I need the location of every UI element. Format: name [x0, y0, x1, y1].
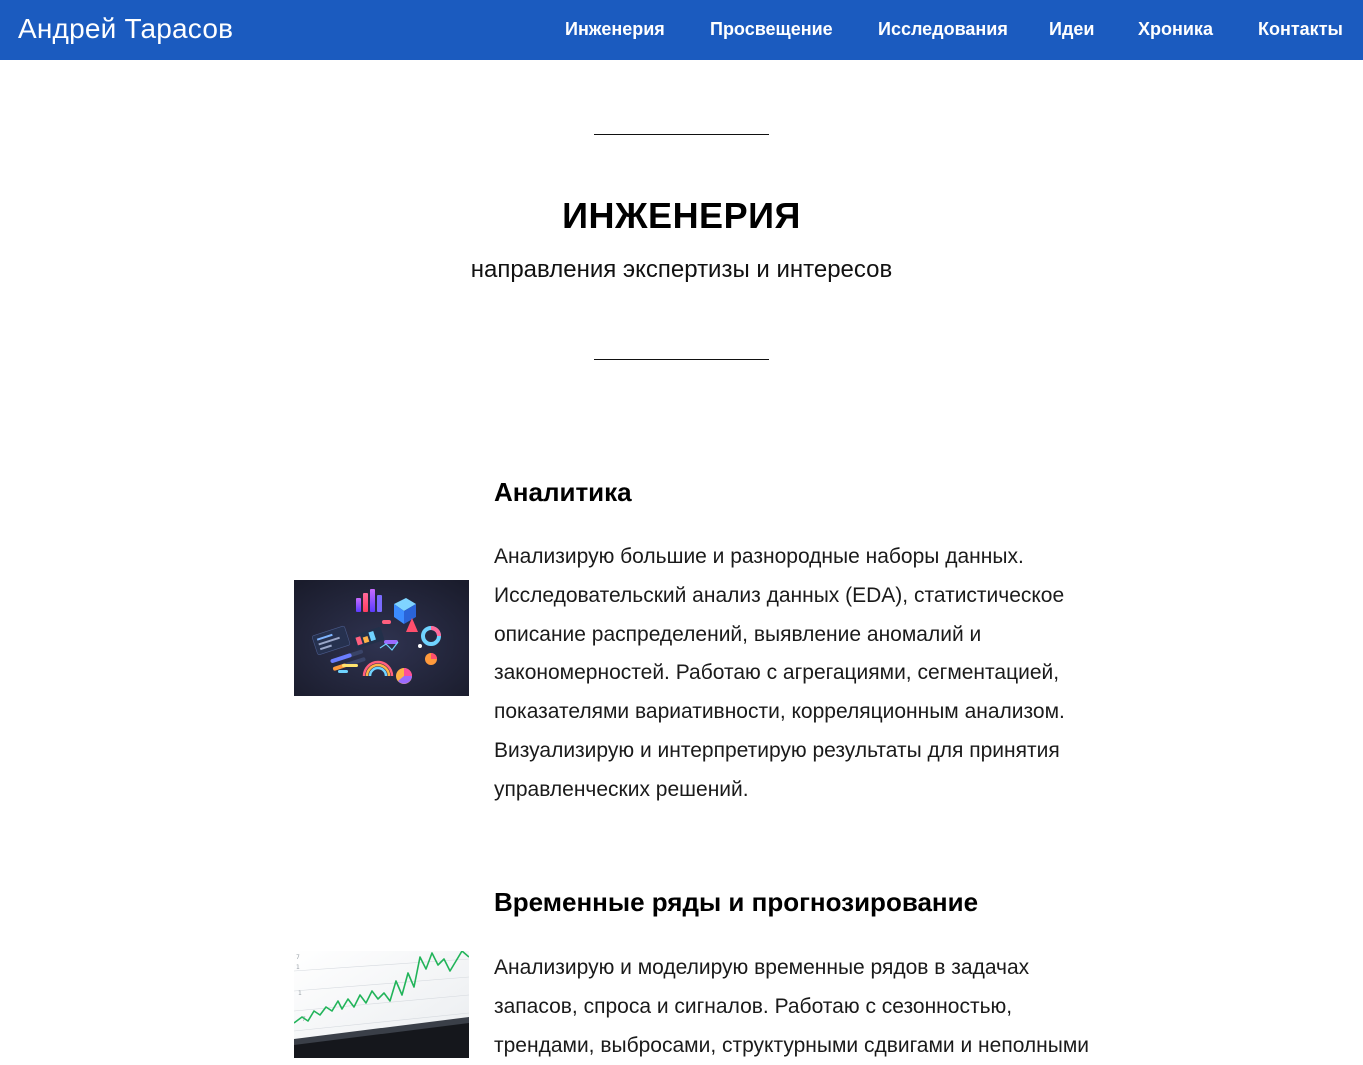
- text-line: трендами, выбросами, структурными сдвигами и неполными: [494, 1033, 1090, 1057]
- text-line: Исследовательский анализ данных (EDA), статистическое: [494, 583, 1065, 607]
- svg-text:7: 7: [302, 1016, 306, 1023]
- page-title: ИНЖЕНЕРИЯ: [562, 195, 801, 236]
- section-text-time-series: [494, 949, 1134, 1065]
- top-navigation-bar: [0, 0, 1363, 60]
- section-text-analytics: [494, 538, 1134, 810]
- text-line: Визуализирую и интерпретирую результаты для принятия: [494, 738, 1060, 762]
- nav-link-ideas[interactable]: Идеи: [1049, 19, 1095, 39]
- text-line: запасов, спроса и сигналов. Работаю с сезонностью,: [494, 994, 1013, 1018]
- text-line: показателями вариативности, корреляционным анализом.: [494, 700, 1065, 724]
- svg-text:1: 1: [296, 964, 300, 971]
- nav-link-research[interactable]: Исследования: [878, 19, 1008, 39]
- nav-link-education[interactable]: Просвещение: [710, 19, 833, 39]
- main-nav: [0, 17, 1363, 41]
- nav-link-contacts[interactable]: Контакты: [1258, 19, 1343, 39]
- section-title-time-series: Временные ряды и прогнозирование: [494, 887, 979, 917]
- svg-text:7: 7: [296, 954, 300, 961]
- nav-link-engineering[interactable]: Инженерия: [565, 19, 665, 39]
- text-line: закономерностей. Работаю с агрегациями, сегментацией,: [494, 661, 1060, 685]
- text-line: Анализирую и моделирую временные рядов в задачах: [494, 956, 1030, 979]
- site-brand-link[interactable]: Андрей Тарасов: [18, 13, 234, 44]
- section-title-analytics: Аналитика: [494, 477, 632, 507]
- text-line: управленческих решений.: [494, 777, 749, 801]
- text-line: Анализирую большие и разнородные наборы данных.: [494, 545, 1024, 568]
- title-top-divider: [594, 134, 769, 135]
- time-series-chart-image: [294, 951, 469, 1058]
- nav-link-chronicle[interactable]: Хроника: [1138, 19, 1213, 39]
- svg-text:1: 1: [298, 990, 302, 997]
- text-line: описание распределений, выявление аномалий и: [494, 622, 982, 646]
- analytics-dashboard-image: [294, 580, 469, 696]
- page-subtitle: направления экспертизы и интересов: [470, 256, 893, 283]
- title-bottom-divider: [594, 359, 769, 360]
